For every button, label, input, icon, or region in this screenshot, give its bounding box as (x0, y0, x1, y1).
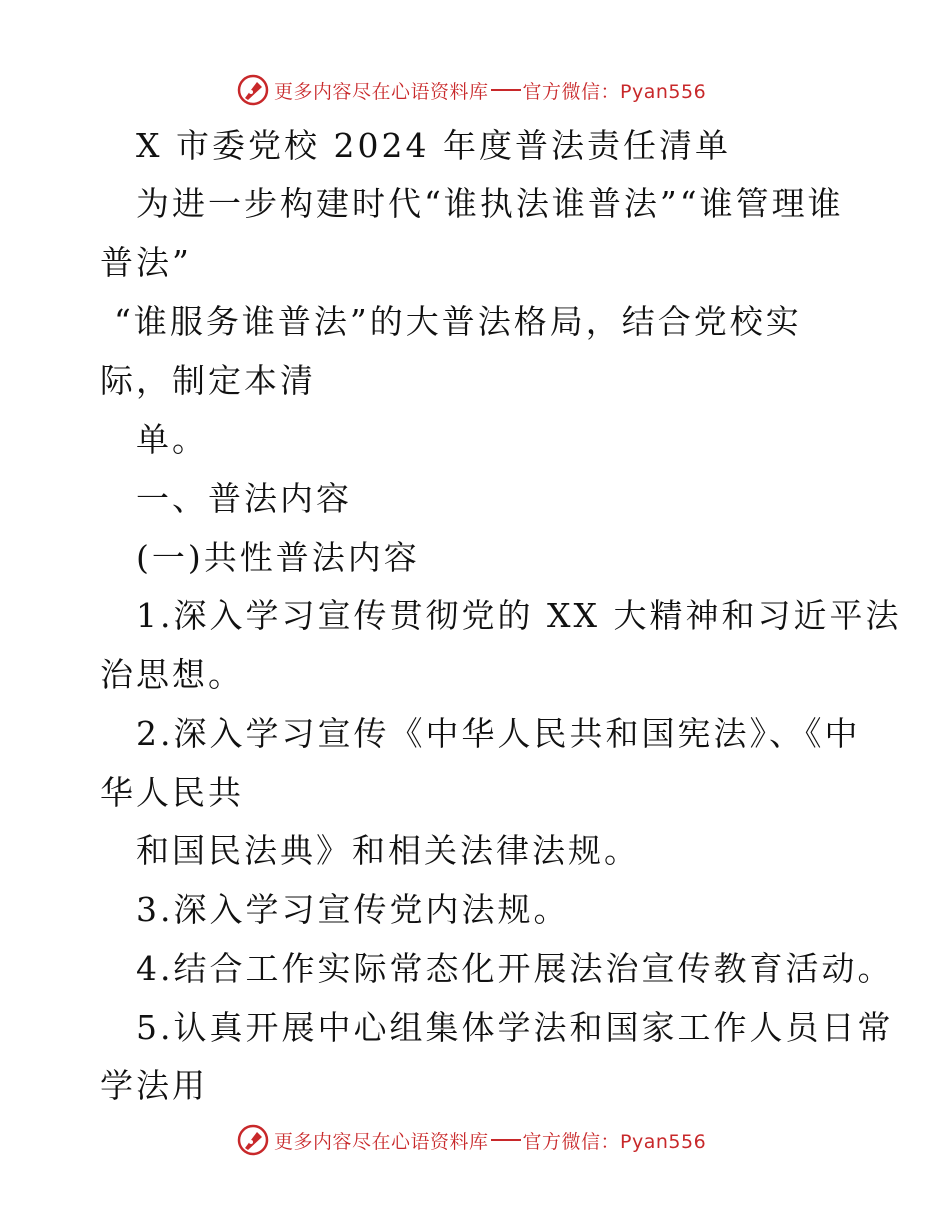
pen-nib-logo-icon (236, 1123, 270, 1157)
section-heading: 一、普法内容 (136, 479, 352, 518)
list-item-continuation: 学法用 (100, 1066, 208, 1105)
list-item: 1.深入学习宣传贯彻党的 XX 大精神和习近平法 (136, 596, 902, 635)
list-item-continuation: 治思想。 (100, 655, 244, 694)
list-item: 2.深入学习宣传《中华人民共和国宪法》、《中 (136, 714, 861, 753)
list-item: 4.结合工作实际常态化开展法治宣传教育活动。 (136, 949, 894, 988)
watermark-text: 更多内容尽在心语资料库 (274, 1130, 489, 1153)
paragraph-line: 际，制定本清 (100, 361, 316, 400)
watermark-separator (491, 89, 521, 91)
watermark-wechat: 官方微信：Pyan556 (522, 1130, 707, 1153)
subsection-heading: (一)共性普法内容 (136, 538, 420, 577)
paragraph-line: 为进一步构建时代“谁执法谁普法”“谁管理谁 (136, 184, 844, 223)
paragraph-line: 普法” (100, 243, 192, 282)
list-item: 3.深入学习宣传党内法规。 (136, 890, 570, 929)
watermark-text: 更多内容尽在心语资料库 (274, 80, 489, 103)
list-item: 5.认真开展中心组集体学法和国家工作人员日常 (136, 1008, 894, 1047)
paragraph-line: 单。 (136, 420, 208, 459)
document-title: X 市委党校 2024 年度普法责任清单 (136, 126, 731, 165)
watermark-separator (491, 1139, 521, 1141)
list-item-continuation: 华人民共 (100, 773, 244, 812)
watermark-banner-top (236, 72, 706, 108)
list-item-continuation: 和国民法典》和相关法律法规。 (136, 831, 640, 870)
pen-nib-logo-icon (236, 73, 270, 107)
paragraph-line: “谁服务谁普法”的大普法格局，结合党校实 (114, 302, 802, 341)
watermark-banner-bottom (236, 1122, 706, 1158)
watermark-wechat: 官方微信：Pyan556 (522, 80, 707, 103)
